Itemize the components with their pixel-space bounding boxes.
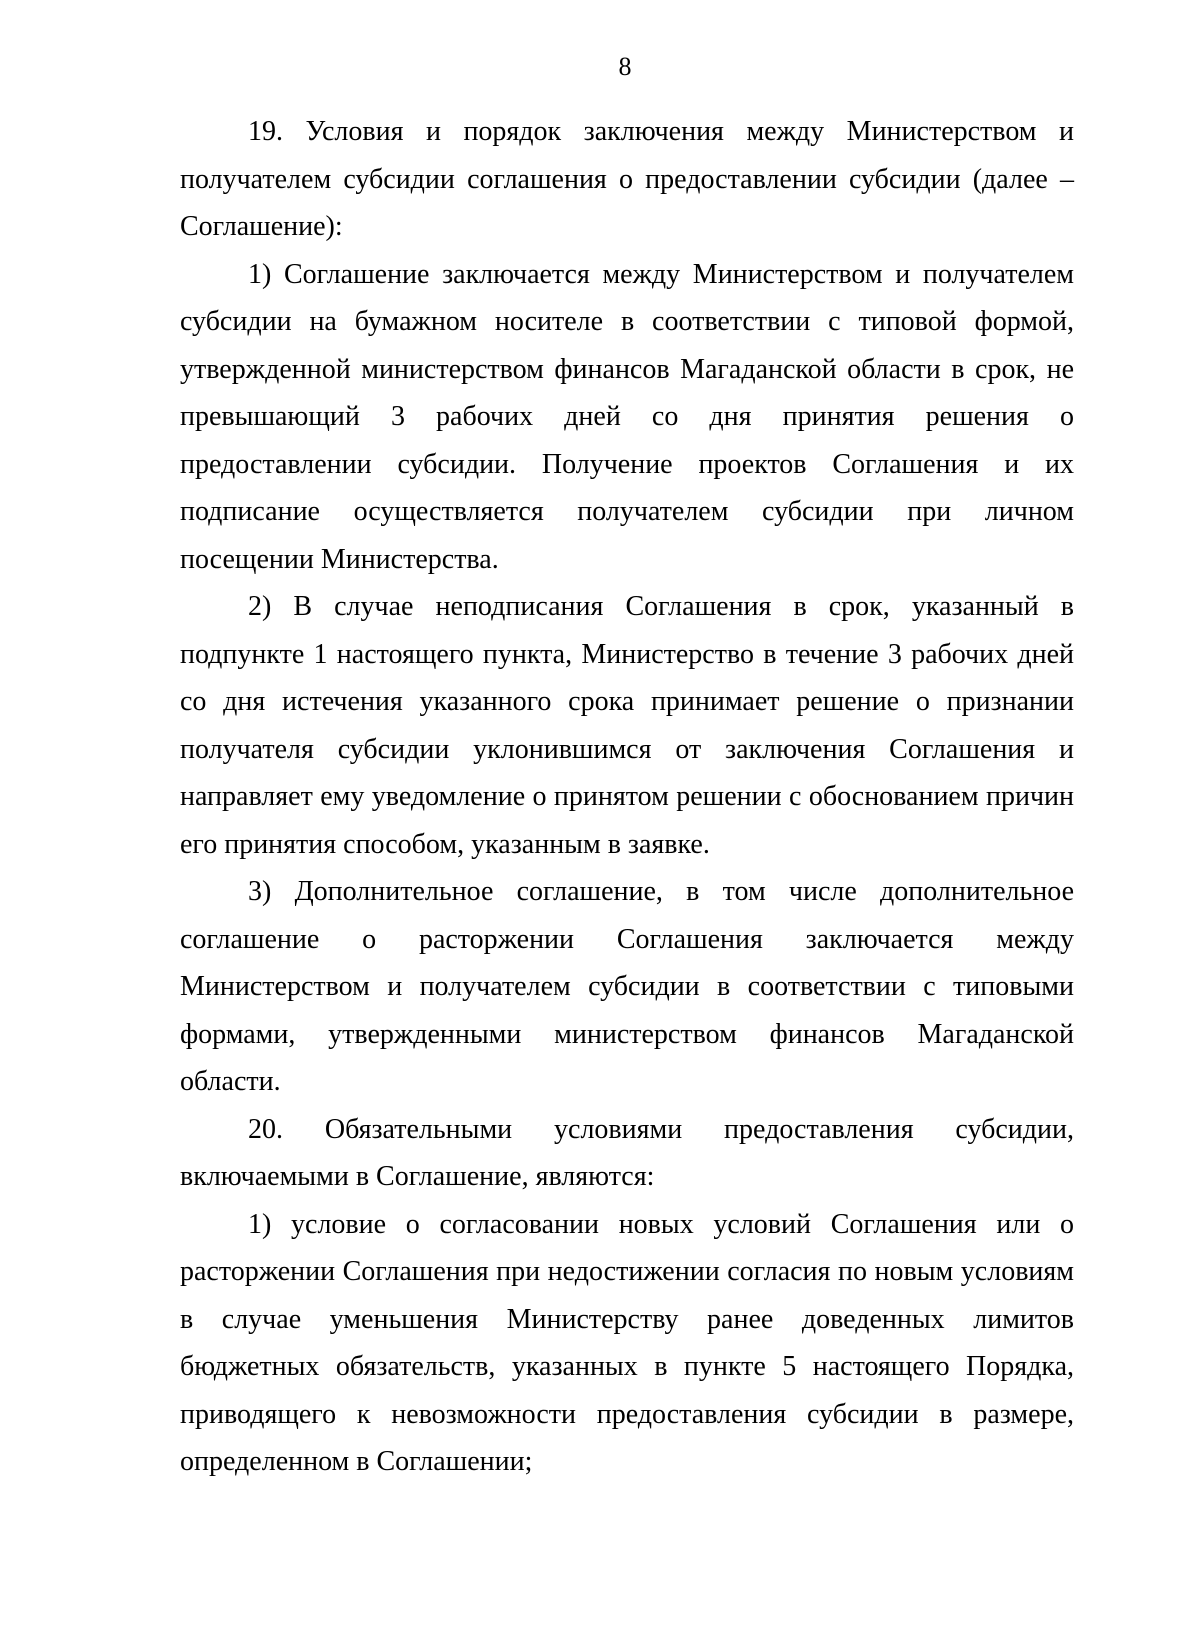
paragraph-20: 20. Обязательными условиями предоставления субсидии, включаемыми в Соглашение, являются: [180, 1113, 1074, 1192]
page-number: 8 [618, 52, 632, 81]
paragraph-19-3: 3) Дополнительное соглашение, в том числе дополнительное соглашение о расторжении Соглашения заключается между Министерством и получателем субсидии в соответствии с типовыми формами, утвержденными министерством финансов Магаданской области. [180, 876, 1074, 1097]
paragraph-20-1: 1) условие о согласовании новых условий Соглашения или о расторжении Соглашения при недостижении согласия по новым условиям в случае уменьшения Министерству ранее доведенных лимитов бюджетных обязательств, указанных в пункте 5 настоящего Порядка, приводящего к невозможности предоставления субсидии в размере, определенном в Соглашении; [180, 1208, 1074, 1477]
paragraph-19-1: 1) Соглашение заключается между Министерством и получателем субсидии на бумажном носителе в соответствии с типовой формой, утвержденной министерством финансов Магаданской области в срок, не превышающий 3 рабочих дней со дня принятия решения о предоставлении субсидии. Получение проектов Соглашения и их подписание осуществляется получателем субсидии при личном посещении Министерства. [180, 258, 1074, 575]
document-body [180, 108, 1074, 1486]
paragraph-19-2: 2) В случае неподписания Соглашения в срок, указанный в подпункте 1 настоящего пункта, Министерство в течение 3 рабочих дней со дня истечения указанного срока принимает решение о признании получателя субсидии уклонившимся от заключения Соглашения и направляет ему уведомление о принятом решении с обоснованием причин его принятия способом, указанным в заявке. [180, 591, 1074, 860]
paragraph-19: 19. Условия и порядок заключения между Министерством и получателем субсидии соглашения о предоставлении субсидии (далее – Соглашение): [180, 116, 1074, 242]
